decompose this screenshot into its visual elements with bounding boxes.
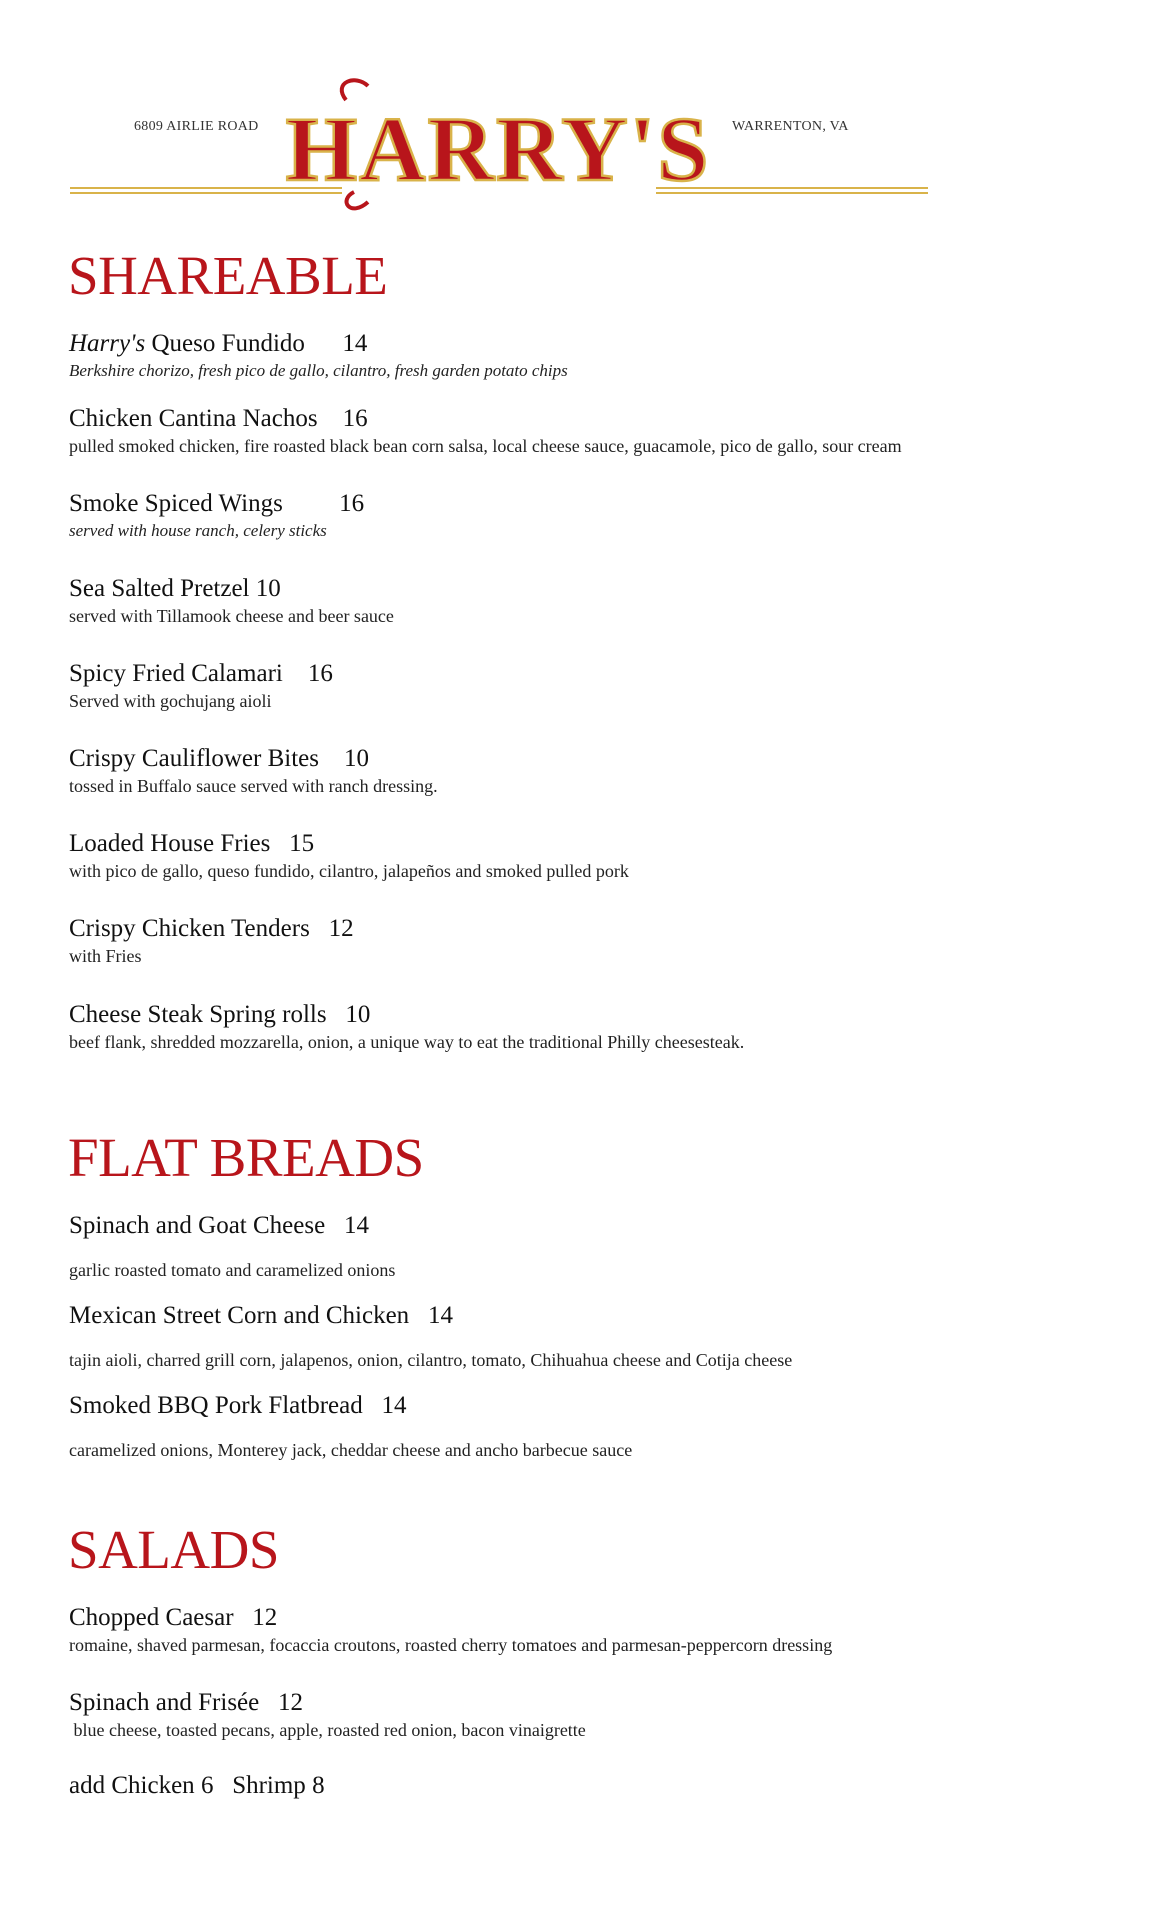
item-price: 14 bbox=[342, 330, 368, 357]
item-price: 10 bbox=[343, 745, 369, 772]
menu-item-spring-rolls bbox=[69, 1001, 1129, 1053]
addon-chicken-price: 6 bbox=[200, 1772, 214, 1799]
item-name: Mexican Street Corn and Chicken bbox=[69, 1302, 410, 1329]
menu-item-calamari bbox=[69, 660, 1129, 712]
item-name: Chopped Caesar bbox=[69, 1604, 234, 1631]
menu-item-pretzel bbox=[69, 575, 1129, 627]
section-title-salads: SALADS bbox=[68, 1519, 279, 1580]
item-description: pulled smoked chicken, fire roasted black bean corn salsa, local cheese sauce, guacamole, pico de gallo, sour cream bbox=[69, 436, 902, 456]
item-description: romaine, shaved parmesan, focaccia croutons, roasted cherry tomatoes and parmesan-peppercorn dressing bbox=[69, 1635, 833, 1655]
menu-item-cauliflower bbox=[69, 745, 1129, 797]
item-price: 16 bbox=[339, 490, 365, 517]
harrys-logo bbox=[285, 72, 711, 220]
item-price: 14 bbox=[343, 1212, 369, 1239]
item-name: Smoked BBQ Pork Flatbread bbox=[69, 1392, 363, 1419]
item-description: garlic roasted tomato and caramelized onions bbox=[69, 1260, 396, 1280]
addon-shrimp-price: 8 bbox=[312, 1772, 325, 1799]
item-name: Chicken Cantina Nachos bbox=[69, 405, 318, 432]
item-name: Cheese Steak Spring rolls bbox=[69, 1001, 327, 1028]
item-name-italic: Harry's bbox=[69, 330, 146, 357]
item-price: 15 bbox=[289, 830, 315, 857]
item-name: Sea Salted Pretzel bbox=[69, 575, 250, 602]
item-price: 14 bbox=[381, 1392, 407, 1419]
item-price: 16 bbox=[342, 405, 368, 432]
city: WARRENTON, VA bbox=[732, 119, 849, 134]
item-description: tossed in Buffalo sauce served with ranch dressing. bbox=[69, 776, 438, 796]
item-name: Loaded House Fries bbox=[69, 830, 271, 857]
item-name: Crispy Cauliflower Bites bbox=[69, 745, 319, 772]
menu-item-wings bbox=[69, 490, 1129, 542]
item-description: Berkshire chorizo, fresh pico de gallo, cilantro, fresh garden potato chips bbox=[69, 361, 568, 380]
item-name: Spicy Fried Calamari bbox=[69, 660, 283, 687]
item-price: 12 bbox=[328, 915, 354, 942]
section-title-flat-breads: FLAT BREADS bbox=[68, 1127, 424, 1188]
item-description: Served with gochujang aioli bbox=[69, 691, 272, 711]
menu-item-bbq-pork bbox=[69, 1392, 1129, 1420]
item-description: caramelized onions, Monterey jack, cheddar cheese and ancho barbecue sauce bbox=[69, 1440, 633, 1460]
item-price: 14 bbox=[427, 1302, 453, 1329]
item-name: Crispy Chicken Tenders bbox=[69, 915, 310, 942]
item-description: blue cheese, toasted pecans, apple, roasted red onion, bacon vinaigrette bbox=[69, 1720, 586, 1740]
item-description: served with house ranch, celery sticks bbox=[69, 521, 327, 540]
item-price: 16 bbox=[307, 660, 333, 687]
menu-item-loaded-fries bbox=[69, 830, 1129, 882]
item-price: 12 bbox=[252, 1604, 278, 1631]
item-name: Smoke Spiced Wings bbox=[69, 490, 283, 517]
item-description: beef flank, shredded mozzarella, onion, a unique way to eat the traditional Philly cheesesteak. bbox=[69, 1032, 745, 1052]
menu-item-queso-fundido bbox=[69, 330, 1129, 382]
menu-item-chicken-tenders bbox=[69, 915, 1129, 967]
item-name: Harry's Queso Fundido 14 bbox=[69, 330, 368, 357]
item-description: tajin aioli, charred grill corn, jalapenos, onion, cilantro, tomato, Chihuahua cheese and Cotija cheese bbox=[69, 1350, 793, 1370]
item-description: with Fries bbox=[69, 946, 142, 966]
menu-item-chopped-caesar bbox=[69, 1604, 1129, 1656]
item-price: 12 bbox=[277, 1689, 303, 1716]
item-name: Spinach and Goat Cheese bbox=[69, 1212, 326, 1239]
item-description: served with Tillamook cheese and beer sauce bbox=[69, 606, 394, 626]
menu-header bbox=[0, 0, 1166, 230]
logo-text: HARRY'S bbox=[285, 98, 711, 200]
address: 6809 AIRLIE ROAD bbox=[134, 119, 259, 134]
addon-prefix: add bbox=[69, 1772, 106, 1799]
menu-item-cantina-nachos bbox=[69, 405, 1129, 457]
item-price: 10 bbox=[255, 575, 281, 602]
salad-addons bbox=[69, 1772, 325, 1800]
menu-item-spinach-frisee bbox=[69, 1689, 1129, 1741]
addon-shrimp: Shrimp bbox=[232, 1772, 306, 1799]
item-name: Spinach and Frisée bbox=[69, 1689, 260, 1716]
item-description: with pico de gallo, queso fundido, cilantro, jalapeños and smoked pulled pork bbox=[69, 861, 629, 881]
menu-item-spinach-goat-cheese bbox=[69, 1212, 1129, 1240]
section-title-shareable: SHAREABLE bbox=[68, 245, 388, 306]
addon-chicken: Chicken bbox=[111, 1772, 195, 1799]
menu-item-street-corn bbox=[69, 1302, 1129, 1330]
item-price: 10 bbox=[345, 1001, 371, 1028]
